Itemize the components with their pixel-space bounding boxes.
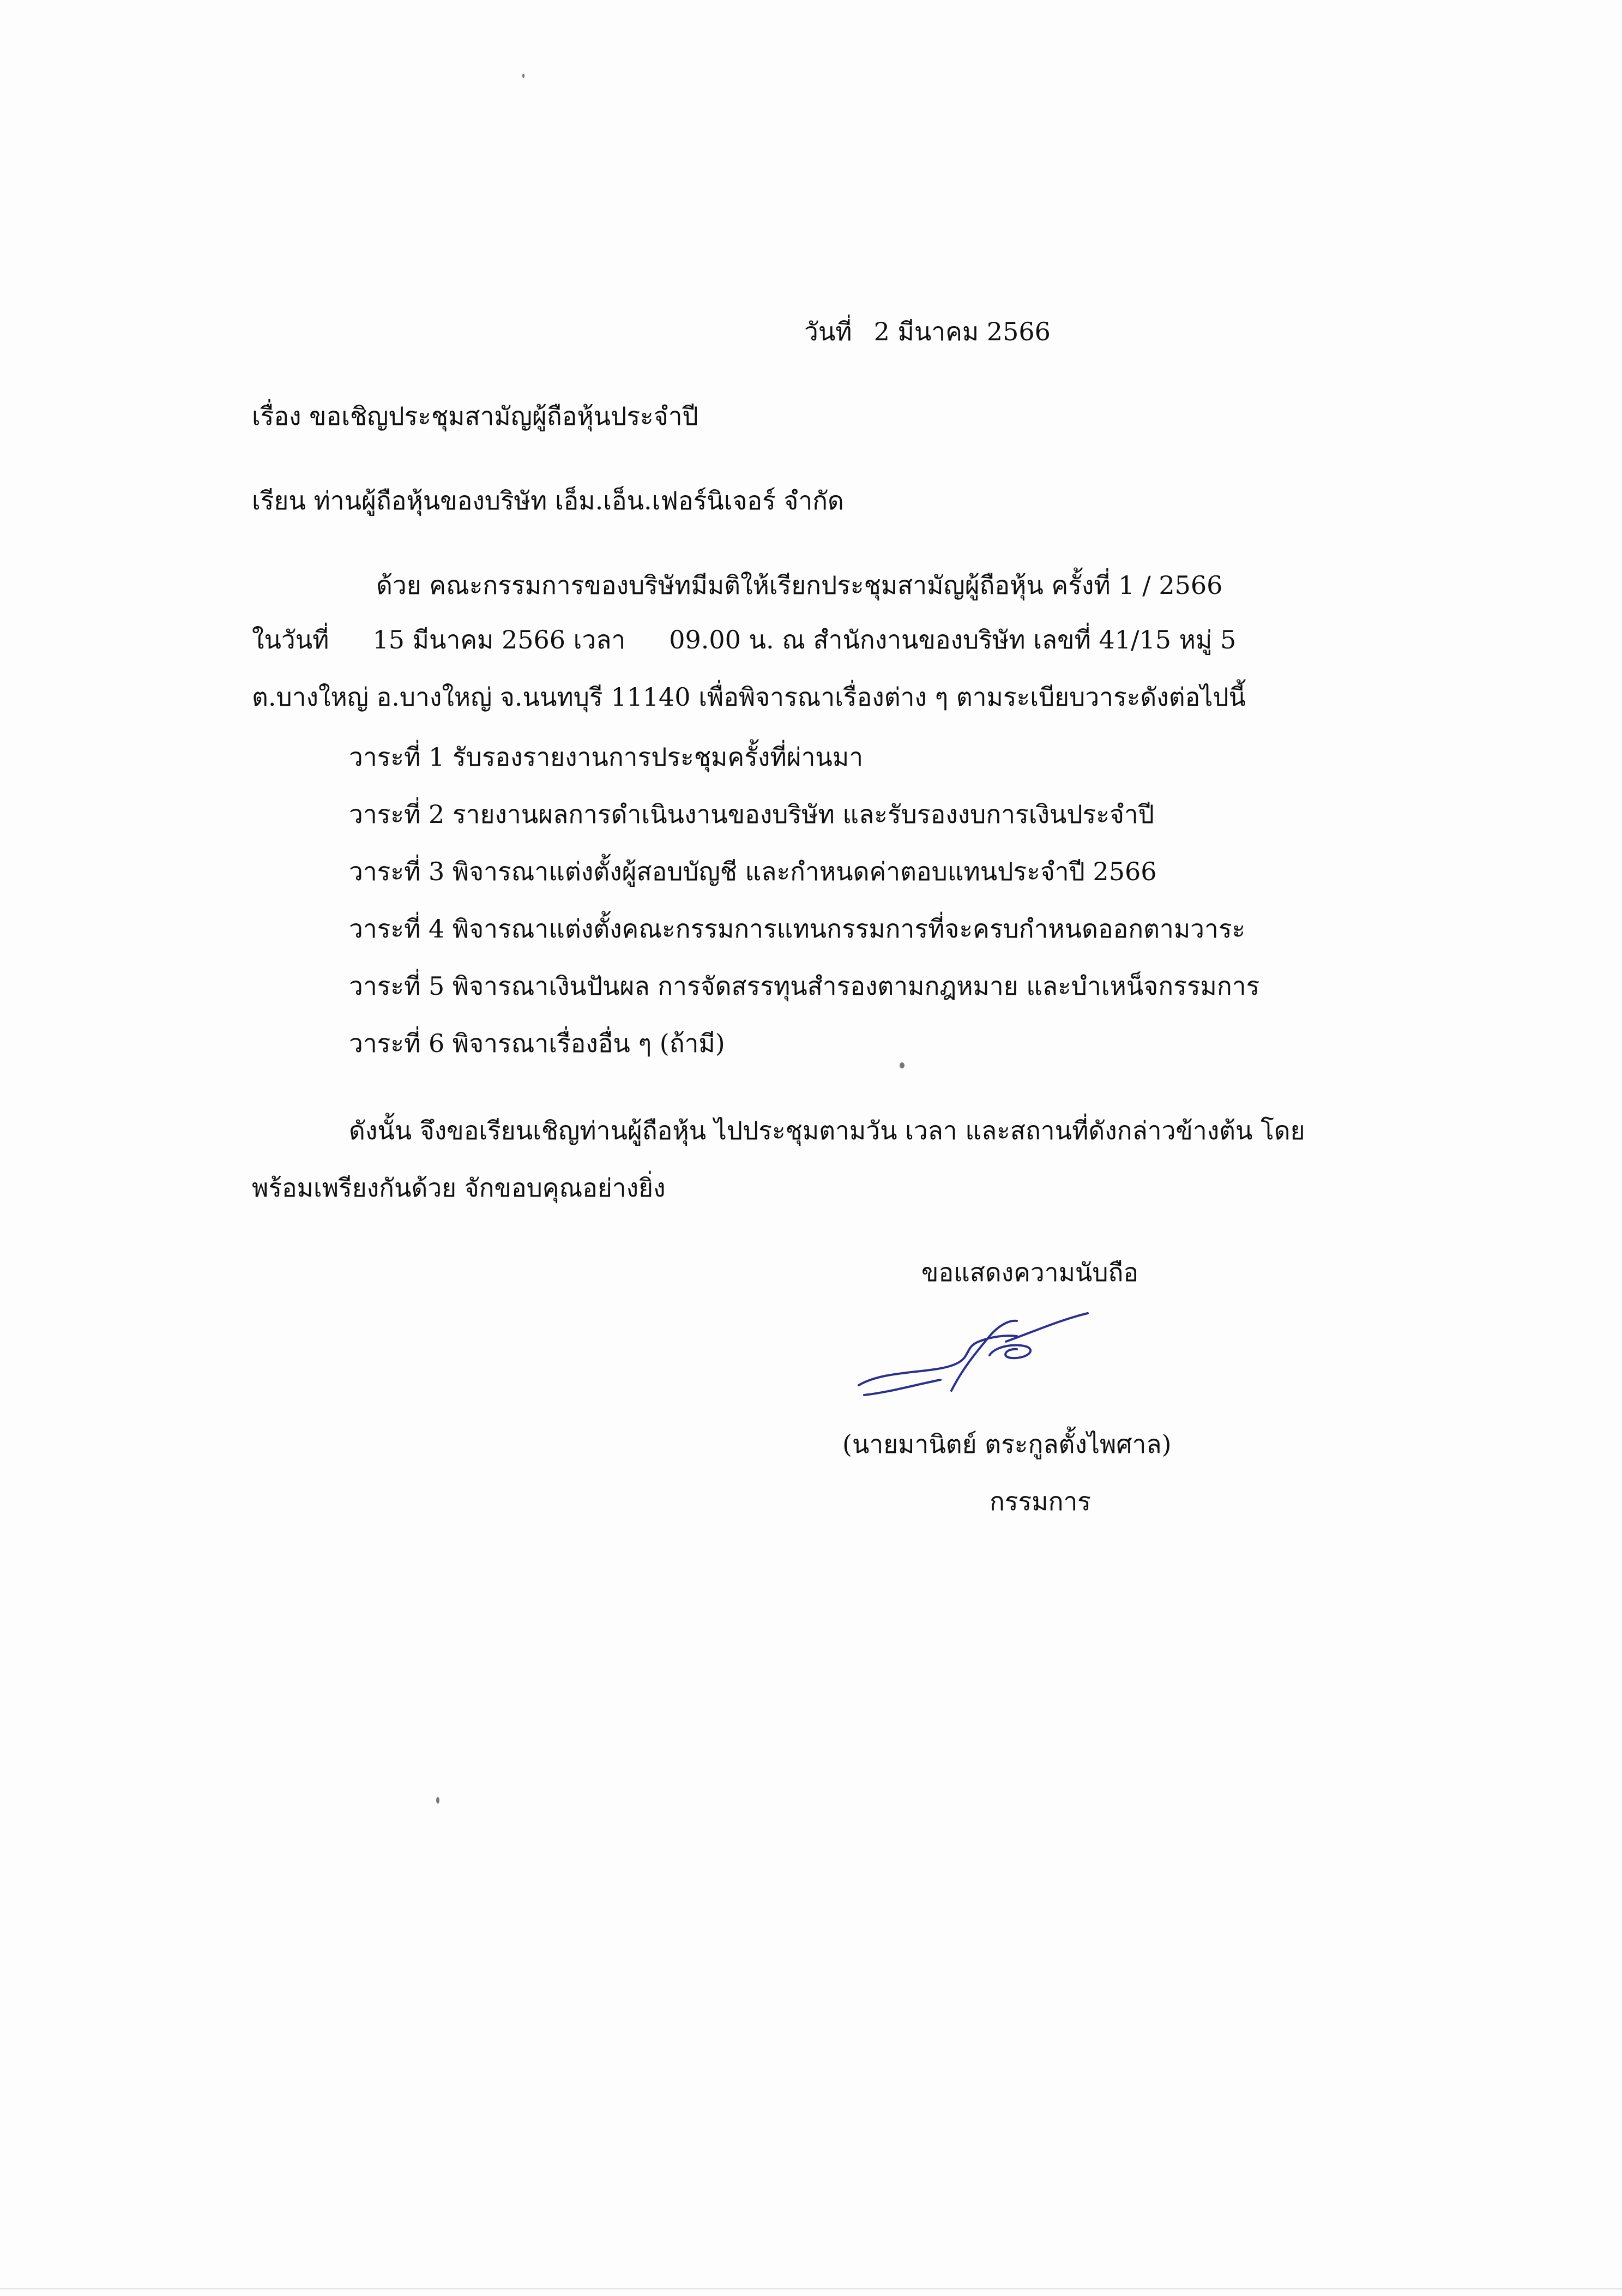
- letter-date: [804, 319, 1051, 344]
- agenda-item: วาระที่ 4 พิจารณาแต่งตั้งคณะกรรมการแทนกรรมการที่จะครบกำหนดออกตามวาระ: [349, 914, 1246, 943]
- agenda-item: วาระที่ 6 พิจารณาเรื่องอื่น ๆ (ถ้ามี): [349, 1029, 725, 1058]
- scan-speck: [522, 74, 524, 78]
- date-label: วันที่: [804, 317, 852, 346]
- agenda-item: วาระที่ 2 รายงานผลการดำเนินงานของบริษัท และรับรองงบการเงินประจำปี: [349, 800, 1154, 829]
- body-paragraph-1-line-1: ด้วย คณะกรรมการของบริษัทมีมติให้เรียกประชุมสามัญผู้ถือหุ้น ครั้งที่ 1 / 2566: [376, 570, 1223, 600]
- letter-recipient: เรียน ท่านผู้ถือหุ้นของบริษัท เอ็ม.เอ็น.เฟอร์นิเจอร์ จำกัด: [252, 486, 844, 515]
- agenda-item: วาระที่ 1 รับรองรายงานการประชุมครั้งที่ผ่านมา: [349, 742, 864, 772]
- meeting-date-time-label: 15 มีนาคม 2566 เวลา: [372, 625, 626, 654]
- signer-name: (นายมานิตย์ ตระกูลตั้งไพศาล): [842, 1429, 1172, 1459]
- meeting-time-venue: 09.00 น. ณ สำนักงานของบริษัท เลขที่ 41/15 หมู่ 5: [669, 625, 1237, 654]
- body-paragraph-1-line-2: [252, 627, 1236, 652]
- scan-edge: [0, 2288, 1622, 2289]
- agenda-item: วาระที่ 3 พิจารณาแต่งตั้งผู้สอบบัญชี และกำหนดค่าตอบแทนประจำปี 2566: [349, 857, 1157, 886]
- scan-speck: [900, 1062, 905, 1068]
- body-paragraph-2-line-1: ดังนั้น จึงขอเรียนเชิญท่านผู้ถือหุ้น ไปประชุมตามวัน เวลา และสถานที่ดังกล่าวข้างต้น โดย: [349, 1116, 1305, 1145]
- body-paragraph-2-line-2: พร้อมเพรียงกันด้วย จักขอบคุณอย่างยิ่ง: [252, 1173, 666, 1203]
- signer-title: กรรมการ: [990, 1487, 1091, 1516]
- closing-salutation: ขอแสดงความนับถือ: [921, 1258, 1139, 1287]
- meeting-day-label: ในวันที่: [252, 625, 329, 654]
- body-paragraph-1-line-3: ต.บางใหญ่ อ.บางใหญ่ จ.นนทบุรี 11140 เพื่อพิจารณาเรื่องต่าง ๆ ตามระเบียบวาระดังต่อไปนี้: [252, 682, 1246, 712]
- scan-speck: [436, 1797, 439, 1804]
- handwritten-signature: [853, 1303, 1093, 1407]
- agenda-item: วาระที่ 5 พิจารณาเงินปันผล การจัดสรรทุนสำรองตามกฎหมาย และบำเหน็จกรรมการ: [349, 971, 1260, 1001]
- letter-subject: เรื่อง ขอเชิญประชุมสามัญผู้ถือหุ้นประจำปี: [252, 401, 698, 431]
- date-value: 2 มีนาคม 2566: [873, 317, 1051, 346]
